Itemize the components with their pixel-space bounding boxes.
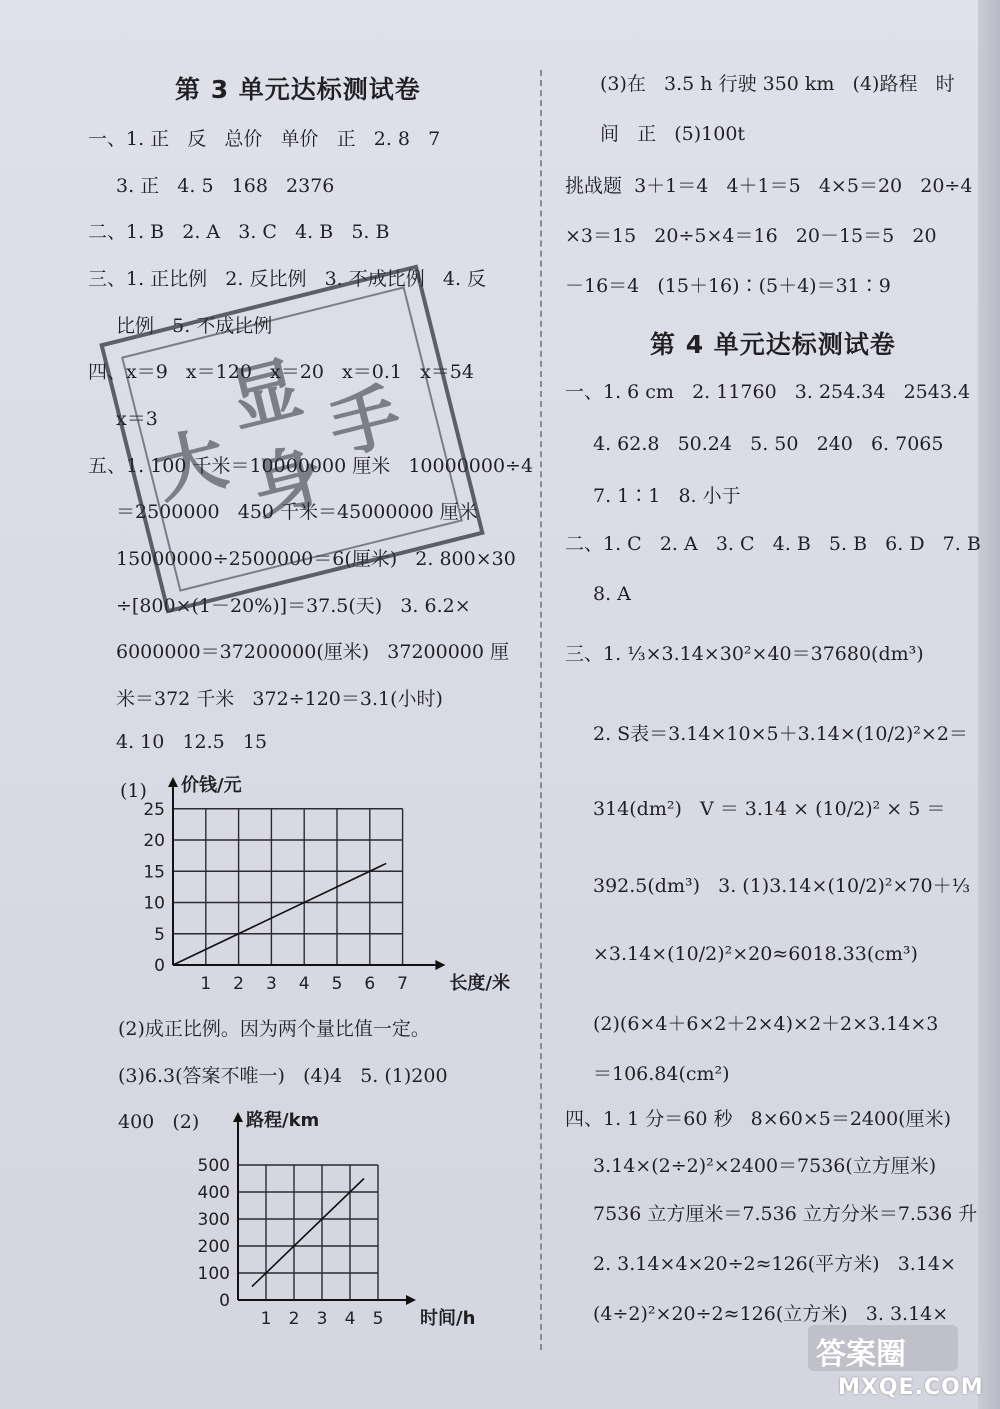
chart1-label: (1): [120, 780, 147, 802]
x-tick-label: 1: [260, 1309, 272, 1329]
answer-line: (2)成正比例。因为两个量比值一定。: [118, 1018, 430, 1040]
answer-line: ×3＝15 20÷5×4＝16 20－15＝5 20: [565, 225, 937, 247]
watermark-text: 答案圈: [816, 1337, 906, 1372]
answer-line: ÷[800×(1－20%)]＝37.5(天) 3. 6.2×: [116, 595, 471, 617]
series-line: [252, 1179, 364, 1287]
answer-line: ＝106.84(cm²): [593, 1063, 730, 1085]
answer-line: 15000000÷2500000＝6(厘米) 2. 800×30: [116, 548, 516, 570]
y-axis-label: 路程/km: [246, 1110, 320, 1131]
answer-line: 三、1. 正比例 2. 反比例 3. 不成比例 4. 反: [88, 268, 487, 290]
y-tick-label: 10: [143, 893, 165, 914]
answer-line: 比例 5. 不成比例: [116, 315, 273, 337]
answer-line: －16＝4 (15＋16)∶(5＋4)＝31∶9: [565, 275, 891, 297]
stamp-seal: 大 显 身 手: [99, 264, 485, 613]
answer-line: 2. S表＝3.14×10×5＋3.14×(10/2)²×2＝: [593, 723, 968, 745]
answer-line: 一、1. 6 cm 2. 11760 3. 254.34 2543.4: [565, 381, 971, 403]
y-tick-label: 300: [197, 1210, 230, 1230]
answer-line: 392.5(dm³) 3. (1)3.14×(10/2)²×70＋⅓: [593, 875, 971, 897]
x-tick-label: 1: [200, 974, 212, 994]
y-tick-label: 400: [197, 1183, 230, 1203]
answer-line: ＝2500000 450 千米＝45000000 厘米: [116, 501, 478, 523]
answer-line: 4. 10 12.5 15: [116, 731, 268, 753]
x-axis-arrow: [435, 960, 445, 970]
answer-line: 314(dm²) V ＝ 3.14 × (10/2)² × 5 ＝: [593, 798, 946, 820]
x-tick-label: 6: [364, 974, 376, 994]
column-divider: [540, 70, 542, 1350]
y-axis-arrow: [233, 1112, 243, 1122]
watermark-logo: [808, 1325, 998, 1405]
answer-line: 米＝372 千米 372÷120＝3.1(小时): [116, 688, 443, 710]
x-tick-label: 2: [288, 1309, 300, 1329]
answer-line: ×3.14×(10/2)²×20≈6018.33(cm³): [593, 943, 918, 965]
x-tick-label: 4: [344, 1309, 356, 1329]
answer-line: 五、1. 100 千米＝10000000 厘米 10000000÷4: [88, 455, 534, 477]
price-length-chart: [140, 775, 520, 1005]
answer-line: 4. 62.8 50.24 5. 50 240 6. 7065: [593, 433, 944, 455]
answer-line: 四、1. 1 分＝60 秒 8×60×5＝2400(厘米): [565, 1108, 952, 1130]
y-tick-label: 200: [197, 1237, 230, 1257]
x-axis-arrow: [406, 1295, 416, 1305]
y-axis-arrow: [168, 777, 178, 787]
answer-line: 挑战题 3＋1＝4 4＋1＝5 4×5＝20 20÷4: [565, 175, 973, 197]
x-axis-label: 长度/米: [449, 973, 510, 994]
answer-line: 二、1. C 2. A 3. C 4. B 5. B 6. D 7. B: [565, 533, 981, 555]
answer-line: 3. 正 4. 5 168 2376: [116, 175, 335, 197]
y-tick-label: 0: [219, 1291, 230, 1311]
left-section-title: 第 3 单元达标测试卷: [175, 75, 421, 104]
right-section-title: 第 4 单元达标测试卷: [650, 330, 896, 359]
y-tick-label: 25: [143, 799, 165, 820]
answer-line: x＝3: [116, 408, 158, 430]
x-tick-label: 5: [372, 1309, 384, 1329]
answer-line: 6000000＝37200000(厘米) 37200000 厘: [116, 641, 510, 663]
answer-line: 8. A: [593, 583, 631, 605]
x-tick-label: 3: [316, 1309, 328, 1329]
page-edge: [978, 0, 1000, 1409]
answer-line: 7. 1∶1 8. 小于: [593, 485, 741, 507]
answer-line: 三、1. ⅓×3.14×30²×40＝37680(dm³): [565, 643, 924, 665]
y-tick-label: 0: [154, 956, 165, 976]
answer-line: 7536 立方厘米＝7.536 立方分米＝7.536 升: [593, 1203, 978, 1225]
answer-line: (2)(6×4＋6×2＋2×4)×2＋2×3.14×3: [593, 1013, 939, 1035]
x-tick-label: 5: [331, 974, 343, 994]
answer-line: 3.14×(2÷2)²×2400＝7536(立方厘米): [593, 1155, 937, 1177]
answer-line: 间 正 (5)100t: [600, 123, 746, 145]
y-tick-label: 5: [154, 924, 165, 945]
x-axis-label: 时间/h: [420, 1308, 476, 1329]
answer-line: 二、1. B 2. A 3. C 4. B 5. B: [88, 221, 390, 243]
answer-line: (3)6.3(答案不唯一) (4)4 5. (1)200: [118, 1065, 448, 1087]
x-tick-label: 4: [298, 974, 310, 994]
distance-time-chart: [190, 1110, 500, 1335]
y-tick-label: 20: [143, 831, 165, 851]
x-tick-label: 7: [397, 974, 409, 994]
answer-line: (3)在 3.5 h 行驶 350 km (4)路程 时: [600, 73, 955, 95]
x-tick-label: 3: [265, 974, 277, 994]
answer-line: 2. 3.14×4×20÷2≈126(平方米) 3.14×: [593, 1253, 956, 1275]
watermark-url: MXQE.COM: [838, 1375, 984, 1400]
answer-line: (4÷2)²×20÷2≈126(立方米) 3. 3.14×: [593, 1303, 949, 1325]
answer-line: 400 (2): [118, 1111, 200, 1133]
answer-line: 一、1. 正 反 总价 单价 正 2. 8 7: [88, 128, 441, 150]
y-tick-label: 500: [197, 1156, 230, 1176]
y-axis-label: 价钱/元: [181, 775, 242, 796]
answer-line: 四、x＝9 x＝120 x＝20 x＝0.1 x＝54: [88, 361, 474, 383]
x-tick-label: 2: [233, 974, 245, 994]
series-line: [173, 863, 386, 965]
y-tick-label: 100: [197, 1264, 230, 1284]
y-tick-label: 15: [143, 862, 165, 883]
